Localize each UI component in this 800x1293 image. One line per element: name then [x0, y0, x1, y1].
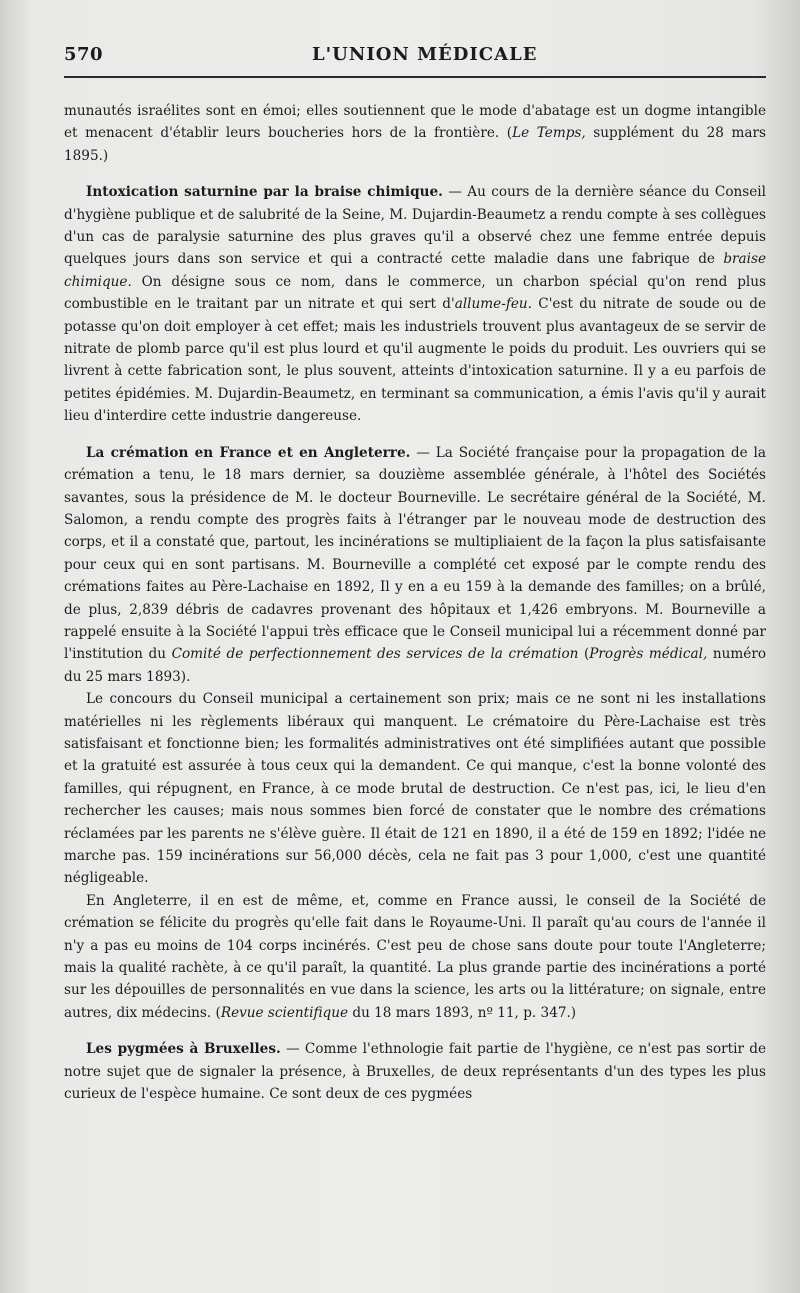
- page-number: 570: [64, 44, 104, 65]
- section-title: La crémation en France et en Angleterre.: [86, 444, 411, 461]
- paragraph-municipal-council: Le concours du Conseil municipal a certainement son prix; mais ce ne sont ni les installations matérielles ni les règlements libéraux qui manquent. Le crématoire du Père-Lachaise est très satisfaisant et fonctionne bien; les formalités administratives ont été simplifiées autant que possible et la gratuité est assurée à tous ceux qui la demandent. Ce qui manque, c'est la bonne volonté des familles, qui répugnent, en France, à ce mode brutal de destruction. Ce n'est pas, ici, le lieu d'en rechercher les causes; mais nous sommes bien forcé de constater que le nombre des crémations réclamées par les parents ne s'élève guère. Il était de 121 en 1890, il a été de 159 en 1892; l'idée ne marche pas. 159 incinérations sur 56,000 décès, cela ne fait pas 3 pour 1,000, c'est une quantité négligeable.: [64, 691, 766, 887]
- paragraph-saturnine-intoxication: Intoxication saturnine par la braise chimique. — Au cours de la dernière séance du Conseil d'hygiène publique et de salubrité de la Seine, M. Dujardin-Beaumetz a rendu compte à ses collègues d'un cas de paralysie saturnine des plus graves qu'il a observé chez une femme entrée depuis quelques jours dans son service et qui a contracté cette maladie dans une fabrique de braise chimique. On désigne sous ce nom, dans le commerce, un charbon spécial qu'on rend plus combustible en le traitant par un nitrate et qui sert d'allume-feu. C'est du nitrate de soude ou de potasse qu'on doit employer à cet effet; mais les industriels trouvent plus avantageux de se servir de nitrate de plomb parce qu'il est plus lourd et qu'il augmente le poids du produit. Les ouvriers qui se livrent à cette fabrication sont, le plus souvent, atteints d'intoxication saturnine. Il y a eu parfois de petites épidémies. M. Dujardin-Beaumetz, en terminant sa communication, a émis l'avis qu'il y aurait lieu d'interdire cette industrie dangereuse.: [64, 184, 766, 425]
- section-title: Intoxication saturnine par la braise chimique.: [86, 184, 443, 201]
- section-title: Les pygmées à Bruxelles.: [86, 1041, 281, 1058]
- paragraph-israelite-communities: munautés israélites sont en émoi; elles soutiennent que le mode d'abatage est un dogme intangible et menacent d'établir leurs boucheries hors de la frontière. (Le Temps, supplément du 28 mars 1895.): [64, 103, 766, 164]
- paragraph-england: En Angleterre, il en est de même, et, comme en France aussi, le conseil de la Société de crémation se félicite du progrès qu'elle fait dans le Royaume-Uni. Il paraît qu'au cours de l'année il n'y a pas eu moins de 104 corps incinérés. C'est peu de chose sans doute pour toute l'Angleterre; mais la qualité rachète, à ce qu'il paraît, la quantité. La plus grande partie des incinérations a porté sur les dépouilles de personnalités en vue dans la science, les arts ou la littérature; on signale, entre autres, dix médecins. (Revue scientifique du 18 mars 1893, nº 11, p. 347.): [64, 892, 766, 1021]
- article-body: [64, 100, 766, 1105]
- paragraph-cremation-france-england: La crémation en France et en Angleterre. — La Société française pour la propagation de la crémation a tenu, le 18 mars dernier, sa douzième assemblée générale, à l'hôtel des Sociétés savantes, sous la présidence de M. le docteur Bourneville. Le secrétaire général de la Société, M. Salomon, a rendu compte des progrès faits à l'étranger par le nouveau mode de destruction des corps, et il a constaté que, partout, les incinérations se multipliaient de la façon la plus satisfaisante pour ceux qui en sont partisans. M. Bourneville a complété cet exposé par le compte rendu des crémations faites au Père-Lachaise en 1892, Il y en a eu 159 à la demande des familles; on a brûlé, de plus, 2,839 débris de cadavres provenant des hôpitaux et 1,426 embryons. M. Bourneville a rappelé ensuite à la Société l'appui très efficace que le Conseil municipal lui a récemment donné par l'institution du Comité de perfectionnement des services de la crémation (Progrès médical, numéro du 25 mars 1893).: [64, 444, 767, 685]
- header-rule: [64, 76, 766, 78]
- paragraph-pygmies-brussels: Les pygmées à Bruxelles. — Comme l'ethnologie fait partie de l'hygiène, ce n'est pas sortir de notre sujet que de signaler la présence, à Bruxelles, de deux représentants d'un des types les plus curieux de l'espèce humaine. Ce sont deux de ces pygmées: [64, 1041, 766, 1103]
- running-head: [64, 0, 766, 84]
- journal-title: L'UNION MÉDICALE: [312, 44, 538, 65]
